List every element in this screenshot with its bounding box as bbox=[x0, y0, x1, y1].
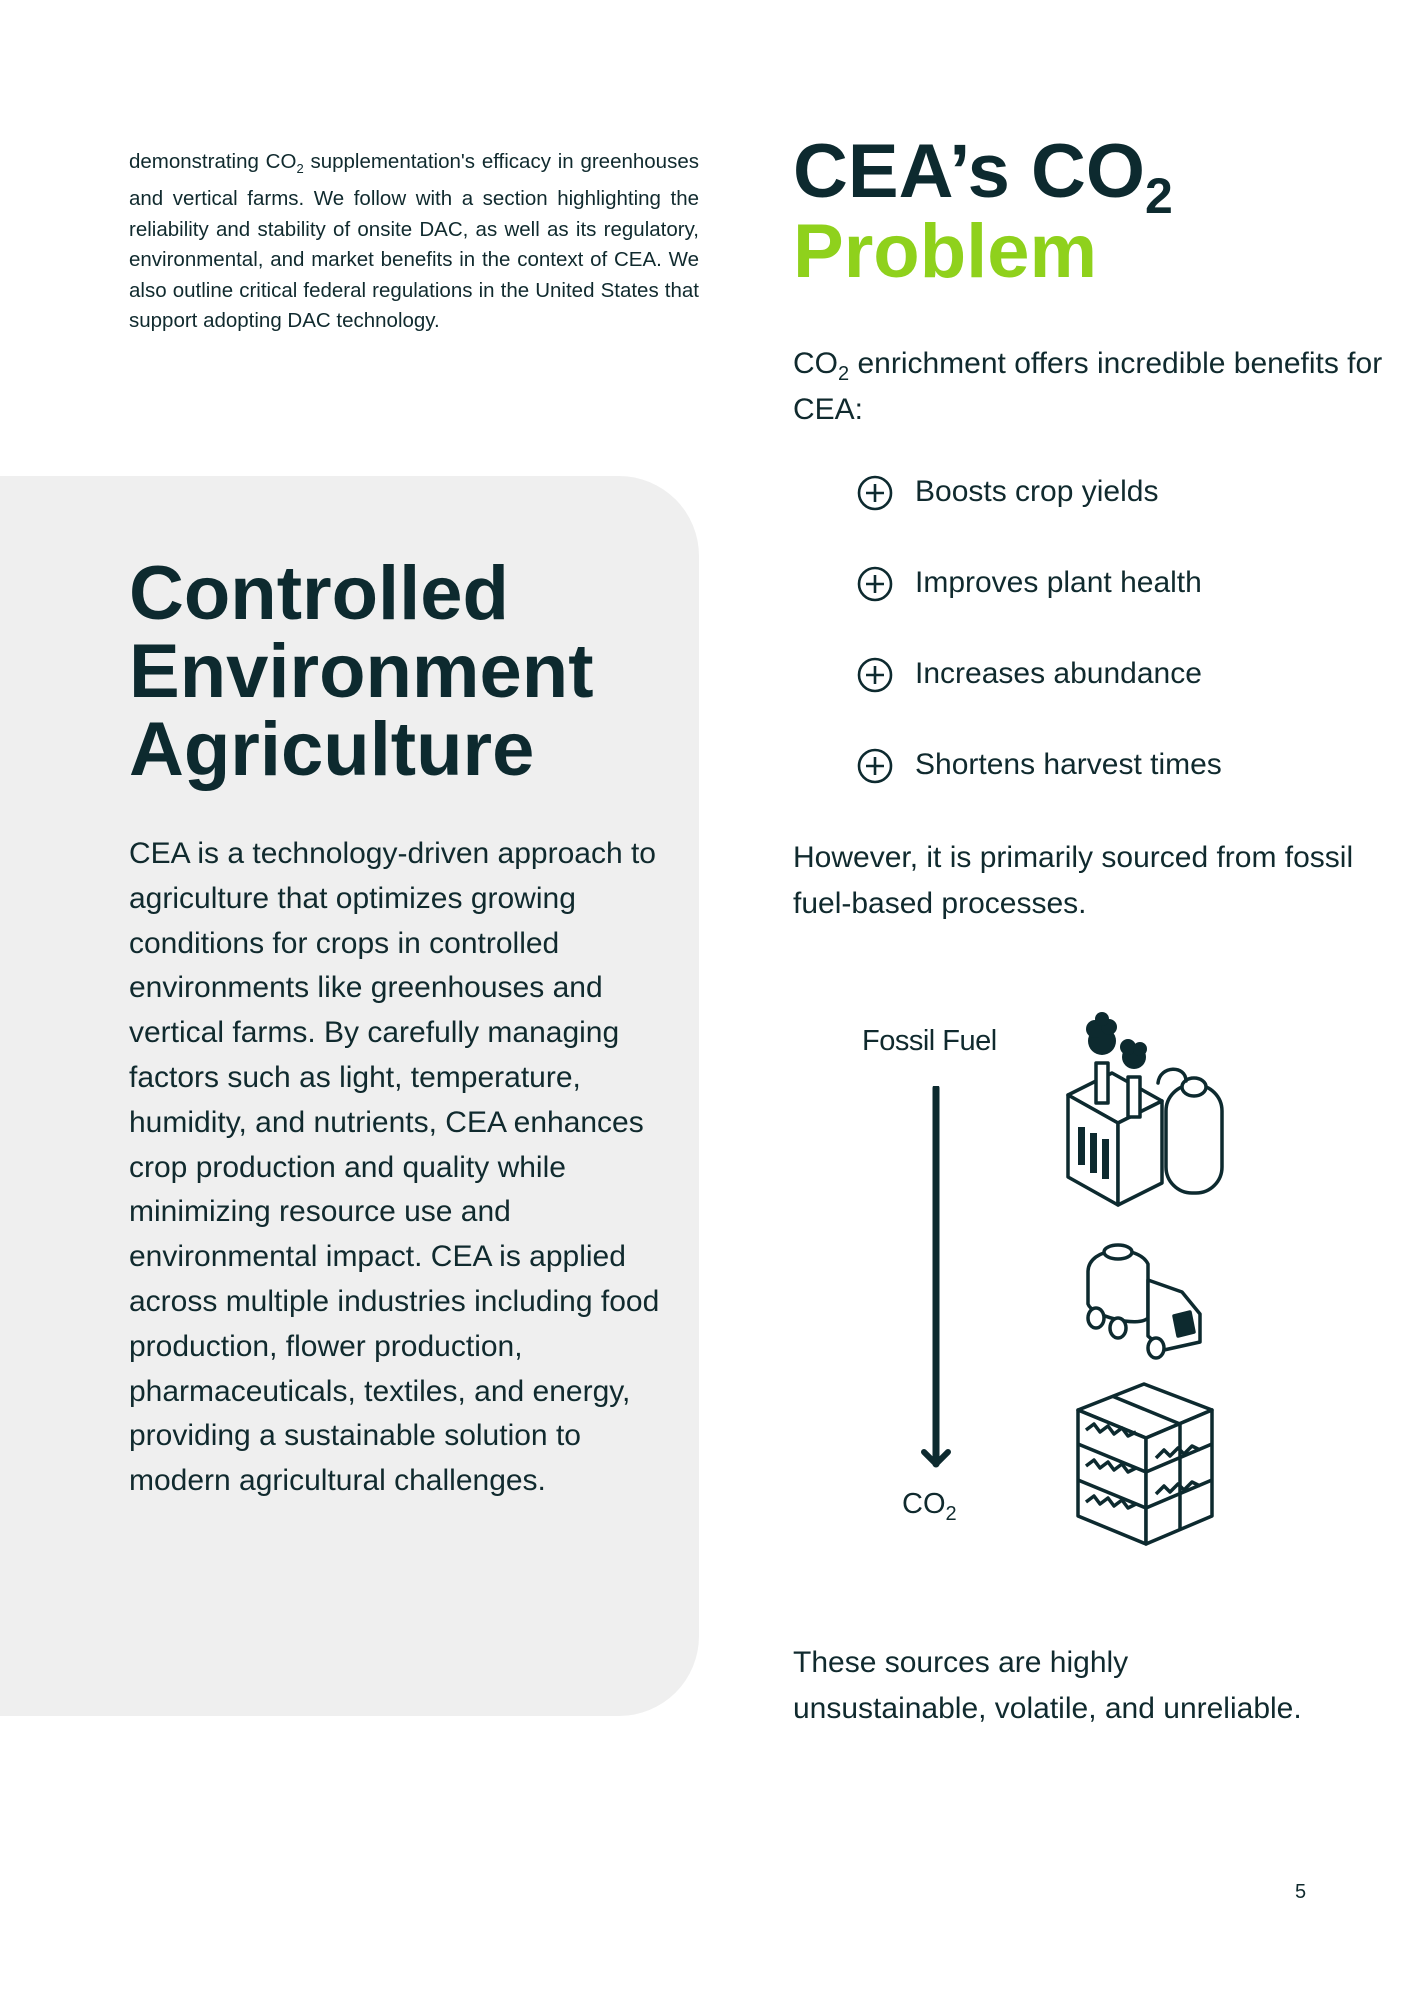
plus-circle-icon bbox=[857, 475, 893, 511]
factory-icon bbox=[1062, 1005, 1232, 1215]
plus-circle-icon bbox=[857, 566, 893, 602]
benefit-item bbox=[857, 739, 1222, 830]
enrichment-intro: $CO_2$ enrichment offers incredible benefits for CEA: bbox=[793, 347, 1383, 426]
storage-rack-icon bbox=[1074, 1380, 1216, 1546]
cea-title-line: Controlled bbox=[129, 551, 509, 636]
cea-title bbox=[129, 551, 594, 792]
diagram-fossil-label: Fossil Fuel bbox=[862, 1025, 997, 1057]
plus-circle-icon bbox=[857, 657, 893, 693]
fossil-source-text: However, it is primarily sourced from fossil fuel-based processes. bbox=[793, 841, 1354, 920]
benefit-item bbox=[857, 557, 1222, 648]
problem-title-line1: CEA’s $CO_2$ bbox=[793, 129, 1173, 225]
benefit-label: Increases abundance bbox=[915, 657, 1202, 690]
problem-title-line2: Problem bbox=[793, 209, 1098, 294]
benefit-label: Shortens harvest times bbox=[915, 748, 1222, 781]
cea-description: CEA is a technology-driven approach to agriculture that optimizes growing conditions for crops in controlled environments like greenhouses and vertical farms. By carefully managing factors such as light, temperature, humidity, and nutrients, CEA enhances crop production and quality while minimizing resource use and environmental impact. CEA is applied across multiple industries including food production, flower production, pharmaceuticals, textiles, and energy, providing a sustainable solution to modern agricultural challenges. bbox=[129, 837, 660, 1498]
benefits-list bbox=[857, 466, 1222, 830]
benefit-item bbox=[857, 466, 1222, 557]
benefit-label: Improves plant health bbox=[915, 566, 1202, 599]
problem-title bbox=[793, 129, 1173, 294]
plus-circle-icon bbox=[857, 748, 893, 784]
down-arrow-icon bbox=[918, 1086, 954, 1468]
tanker-truck-icon bbox=[1078, 1232, 1208, 1362]
intro-paragraph: demonstrating $CO_2$ supplementation's efficacy in greenhouses and vertical farms. We follow with a section highlighting the reliability and stability of onsite DAC, as well as its regulatory, environmental, and market benefits in the context of CEA. We also outline critical federal regulations in the United States that support adopting DAC technology. bbox=[129, 149, 699, 333]
cea-title-line: Agriculture bbox=[129, 707, 535, 792]
benefit-item bbox=[857, 648, 1222, 739]
diagram-co2-label: $CO_2$ bbox=[902, 1488, 957, 1525]
benefit-label: Boosts crop yields bbox=[915, 475, 1159, 508]
page-number: 5 bbox=[1295, 1881, 1307, 1903]
cea-title-line: Environment bbox=[129, 629, 594, 714]
sources-statement: These sources are highly unsustainable, volatile, and unreliable. bbox=[793, 1646, 1302, 1725]
